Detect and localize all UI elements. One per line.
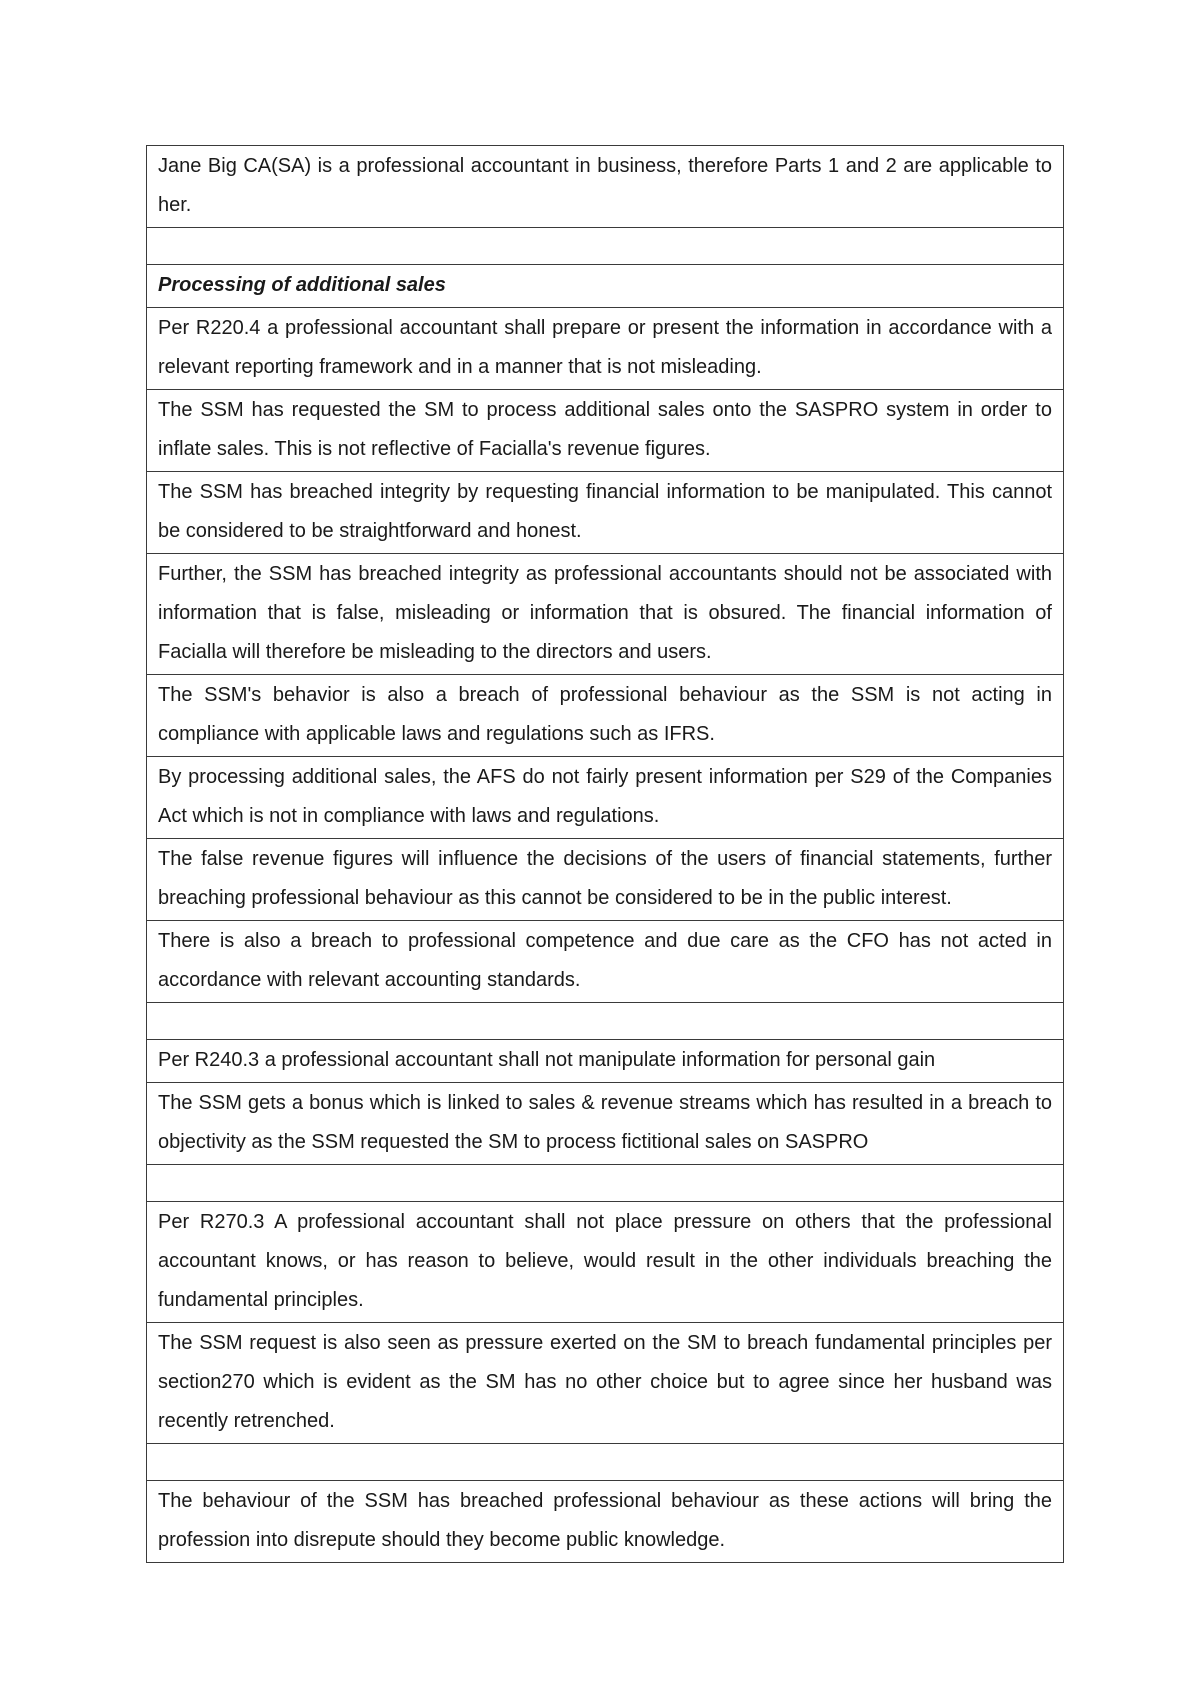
table-row [147, 265, 1064, 308]
intro-cell: Jane Big CA(SA) is a professional accountant in business, therefore Parts 1 and 2 are applicable to her. [147, 146, 1064, 228]
paragraph-cell: The SSM gets a bonus which is linked to sales & revenue streams which has resulted in a breach to objectivity as the SSM requested the SM to process fictitional sales on SASPRO [147, 1083, 1064, 1165]
table-row [147, 228, 1064, 265]
table-row [147, 1040, 1064, 1083]
table-row [147, 1444, 1064, 1481]
table-row [147, 1323, 1064, 1444]
paragraph-cell: There is also a breach to professional competence and due care as the CFO has not acted in accordance with relevant accounting standards. [147, 921, 1064, 1003]
paragraph-cell: The false revenue figures will influence the decisions of the users of financial statements, further breaching professional behaviour as this cannot be considered to be in the public interest. [147, 839, 1064, 921]
table-row [147, 839, 1064, 921]
table-row [147, 675, 1064, 757]
paragraph-cell: Further, the SSM has breached integrity as professional accountants should not be associated with information that is false, misleading or information that is obsured. The financial information of Facialla will therefore be misleading to the directors and users. [147, 554, 1064, 675]
section-heading: Processing of additional sales [147, 265, 1064, 308]
paragraph-cell: Per R220.4 a professional accountant shall prepare or present the information in accordance with a relevant reporting framework and in a manner that is not misleading. [147, 308, 1064, 390]
table-row [147, 1481, 1064, 1563]
table-row [147, 757, 1064, 839]
blank-cell [147, 1444, 1064, 1481]
ethics-analysis-table [146, 145, 1064, 1563]
table-row [147, 554, 1064, 675]
paragraph-cell: By processing additional sales, the AFS do not fairly present information per S29 of the Companies Act which is not in compliance with laws and regulations. [147, 757, 1064, 839]
paragraph-cell: The SSM has breached integrity by requesting financial information to be manipulated. This cannot be considered to be straightforward and honest. [147, 472, 1064, 554]
table-row [147, 472, 1064, 554]
table-row [147, 390, 1064, 472]
table-row [147, 1202, 1064, 1323]
paragraph-cell: The SSM has requested the SM to process additional sales onto the SASPRO system in order to inflate sales. This is not reflective of Facialla's revenue figures. [147, 390, 1064, 472]
table-row [147, 1165, 1064, 1202]
table-row [147, 1083, 1064, 1165]
table-row [147, 146, 1064, 228]
blank-cell [147, 1003, 1064, 1040]
blank-cell [147, 228, 1064, 265]
table-row [147, 308, 1064, 390]
paragraph-cell: Per R240.3 a professional accountant shall not manipulate information for personal gain [147, 1040, 1064, 1083]
paragraph-cell: Per R270.3 A professional accountant shall not place pressure on others that the professional accountant knows, or has reason to believe, would result in the other individuals breaching the fundamental principles. [147, 1202, 1064, 1323]
paragraph-cell: The SSM's behavior is also a breach of professional behaviour as the SSM is not acting in compliance with applicable laws and regulations such as IFRS. [147, 675, 1064, 757]
paragraph-cell: The SSM request is also seen as pressure exerted on the SM to breach fundamental principles per section270 which is evident as the SM has no other choice but to agree since her husband was recently retrenched. [147, 1323, 1064, 1444]
table-row [147, 921, 1064, 1003]
paragraph-cell: The behaviour of the SSM has breached professional behaviour as these actions will bring the profession into disrepute should they become public knowledge. [147, 1481, 1064, 1563]
blank-cell [147, 1165, 1064, 1202]
table-row [147, 1003, 1064, 1040]
